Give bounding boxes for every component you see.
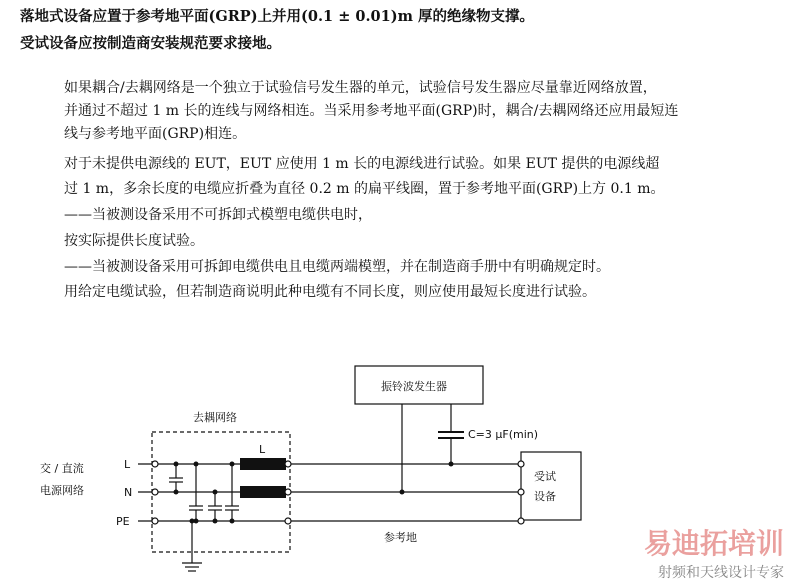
- inductor-n: [240, 486, 286, 498]
- terminal-n-label: N: [124, 486, 133, 499]
- terminal-l-label: L: [124, 458, 131, 471]
- watermark-tagline: 射频和天线设计专家: [658, 565, 784, 581]
- intro-line-2: 受试设备应按制造商安装规范要求接地。: [20, 35, 281, 52]
- terminal-pe-label: PE: [116, 515, 130, 528]
- paragraph-line: 按实际提供长度试验。: [64, 233, 204, 249]
- paragraph-line: 如果耦合/去耦网络是一个独立于试验信号发生器的单元，试验信号发生器应尽量靠近网络放置，: [64, 80, 657, 96]
- paragraph-line: 并通过不超过 1 m 长的连线与网络相连。当采用参考地平面(GRP)时，耦合/去耦网络还应用最短连: [64, 103, 679, 119]
- paragraph-line: 用给定电缆试验，但若制造商说明此种电缆有不同长度，则应使用最短长度进行试验。: [64, 284, 596, 300]
- eut-box: [521, 452, 581, 520]
- eut-label-line2: 设备: [534, 490, 556, 503]
- paragraph-line: 对于未提供电源线的 EUT，EUT 应使用 1 m 长的电源线进行试验。如果 EUT 提供的电源线超: [64, 156, 660, 172]
- source-label-line2: 电源网络: [40, 484, 84, 497]
- eut-label-line1: 受试: [534, 470, 556, 483]
- source-label-line1: 交 / 直流: [40, 462, 84, 475]
- inductor-label: L: [259, 443, 266, 456]
- paragraph-line: ——当被测设备采用不可拆卸式模塑电缆供电时，: [64, 207, 372, 223]
- reference-ground-label: 参考地: [384, 531, 417, 544]
- intro-line-1: 落地式设备应置于参考地平面(GRP)上并用(0.1 ± 0.01)m 厚的绝缘物支撑。: [20, 8, 534, 25]
- generator-label: 振铃波发生器: [381, 380, 447, 393]
- paragraph-line: ——当被测设备采用可拆卸电缆供电且电缆两端模塑，并在制造商手册中有明确规定时。: [64, 259, 610, 275]
- capacitor-label: C=3 μF(min): [468, 428, 539, 441]
- inductor-l: [240, 458, 286, 470]
- watermark-brand: 易迪拓培训: [643, 527, 784, 560]
- decoupling-label: 去耦网络: [193, 411, 237, 424]
- paragraph-line: 过 1 m，多余长度的电缆应折叠为直径 0.2 m 的扁平线圈，置于参考地平面(GRP)上方 0.1 m。: [64, 181, 665, 197]
- paragraph-line: 线与参考地平面(GRP)相连。: [64, 126, 247, 142]
